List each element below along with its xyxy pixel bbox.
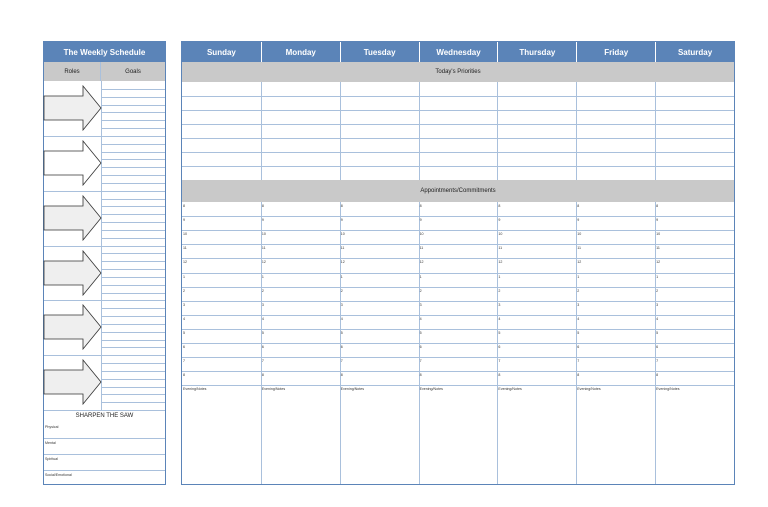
day-header-wednesday: Wednesday: [419, 42, 498, 62]
weekly-schedule-title: The Weekly Schedule: [44, 42, 165, 62]
appointment-slot[interactable]: [340, 230, 419, 244]
evening-notes-label: Evening/Notes: [340, 387, 365, 392]
appointment-slot[interactable]: [182, 371, 261, 385]
priority-cell[interactable]: [576, 96, 655, 110]
appointment-slot[interactable]: [261, 287, 340, 301]
appointment-slot[interactable]: [497, 371, 576, 385]
todays-priorities-band: Today's Priorities: [182, 62, 734, 82]
appointment-slot[interactable]: [655, 357, 734, 371]
priority-cell[interactable]: [261, 82, 340, 96]
appointment-slot[interactable]: [655, 371, 734, 385]
priority-cell[interactable]: [419, 96, 498, 110]
priority-cell[interactable]: [182, 96, 261, 110]
hour-label: 1: [419, 274, 422, 279]
hour-label: 3: [419, 302, 422, 307]
appointment-slot[interactable]: [655, 216, 734, 230]
hour-label: 12: [656, 260, 661, 265]
hour-label: 2: [419, 288, 422, 293]
sharpen-the-saw-list: [44, 423, 165, 485]
role-arrow-icon[interactable]: [43, 84, 103, 132]
sharpen-row-social-emotional[interactable]: Social/Emotional: [45, 473, 72, 477]
appointment-slot[interactable]: [497, 202, 576, 216]
appointment-slot[interactable]: [261, 273, 340, 287]
appointment-slot[interactable]: [419, 244, 498, 258]
appointment-slot[interactable]: [182, 273, 261, 287]
priority-cell[interactable]: [182, 124, 261, 138]
hour-label: 8: [183, 204, 185, 208]
hour-label: 4: [340, 316, 343, 321]
role-arrow-icon[interactable]: [43, 139, 103, 187]
priority-cell[interactable]: [655, 138, 734, 152]
appointment-slot[interactable]: [576, 202, 655, 216]
day-header-row: [182, 42, 734, 62]
priority-cell[interactable]: [655, 96, 734, 110]
hour-label: 8: [577, 373, 580, 378]
priority-cell[interactable]: [182, 82, 261, 96]
hour-label: 11: [577, 246, 582, 251]
hour-label: 8: [656, 204, 659, 208]
priority-cell[interactable]: [419, 124, 498, 138]
priority-cell[interactable]: [655, 110, 734, 124]
role-arrow-icon[interactable]: [43, 303, 103, 351]
hour-label: 1: [656, 274, 659, 279]
appointment-slot[interactable]: [655, 301, 734, 315]
evening-notes-cell[interactable]: [261, 385, 340, 484]
appointment-slot[interactable]: [419, 216, 501, 230]
hour-label: 5: [183, 330, 185, 335]
day-header-friday: Friday: [576, 42, 655, 62]
role-arrow-icon[interactable]: [43, 194, 103, 242]
hour-label: 9: [498, 218, 501, 223]
appointment-slot[interactable]: [497, 273, 576, 287]
evening-notes-label: Evening/Notes: [656, 387, 680, 392]
priority-cell[interactable]: [576, 82, 655, 96]
appointment-slot[interactable]: [655, 287, 734, 301]
priority-cell[interactable]: [419, 82, 498, 96]
appointment-slot[interactable]: [576, 329, 655, 343]
hour-label: 8: [340, 204, 343, 208]
appointment-slot[interactable]: [261, 343, 340, 357]
appointment-slot[interactable]: [576, 301, 655, 315]
goals-header: Goals: [101, 62, 165, 81]
hour-label: 10: [261, 232, 266, 237]
hour-label: 8: [261, 204, 264, 208]
appointment-slot[interactable]: [576, 258, 655, 272]
hour-label: 6: [498, 345, 501, 349]
appointment-slot[interactable]: [419, 357, 501, 371]
appointment-slot[interactable]: [340, 371, 419, 385]
appointment-slot[interactable]: [182, 216, 261, 230]
priority-cell[interactable]: [261, 124, 340, 138]
hour-label: 12: [261, 260, 266, 265]
appointment-slot[interactable]: [497, 230, 576, 244]
hour-label: 4: [183, 316, 185, 321]
appointment-slot[interactable]: [340, 258, 419, 272]
appointment-slot[interactable]: [419, 258, 498, 272]
appointment-slot[interactable]: [261, 202, 340, 216]
hour-label: 3: [183, 302, 185, 307]
hour-label: 2: [340, 288, 343, 293]
appointment-slot[interactable]: [497, 216, 576, 230]
appointment-slot[interactable]: [419, 315, 501, 329]
appointment-slot[interactable]: [261, 216, 340, 230]
hour-label: 6: [577, 345, 580, 349]
hour-label: 2: [656, 288, 659, 293]
appointment-slot[interactable]: [340, 357, 419, 371]
evening-notes-label: Evening/Notes: [183, 387, 207, 392]
priority-cell[interactable]: [261, 152, 340, 166]
hour-label: 9: [577, 218, 580, 223]
hour-label: 12: [498, 260, 503, 265]
appointment-slot[interactable]: [182, 343, 261, 357]
hour-label: 10: [656, 232, 661, 237]
appointment-slot[interactable]: [261, 315, 340, 329]
hour-label: 9: [183, 218, 185, 223]
priority-cell[interactable]: [182, 110, 261, 124]
priority-cell[interactable]: [261, 166, 340, 180]
appointment-slot[interactable]: [576, 230, 655, 244]
evening-notes-cell[interactable]: [576, 385, 655, 484]
appointment-slot[interactable]: [419, 287, 501, 301]
day-header-tuesday: Tuesday: [340, 42, 419, 62]
hour-label: 5: [340, 330, 343, 335]
hour-label: 4: [656, 316, 659, 321]
hour-label: 2: [183, 288, 185, 293]
sharpen-row-spiritual[interactable]: Spiritual: [44, 455, 165, 471]
priority-cell[interactable]: [419, 110, 498, 124]
evening-notes-cell[interactable]: [182, 385, 261, 484]
hour-label: 11: [183, 246, 187, 251]
appointment-slot[interactable]: [419, 273, 501, 287]
appointment-slot[interactable]: [261, 244, 340, 258]
appointment-slot[interactable]: [182, 287, 261, 301]
appointment-slot[interactable]: [182, 329, 261, 343]
hour-label: 7: [498, 359, 501, 364]
hour-label: 7: [656, 359, 659, 364]
evening-notes-label: Evening/Notes: [577, 387, 601, 392]
hour-label: 4: [498, 316, 501, 321]
appointment-slot[interactable]: [576, 273, 655, 287]
evening-notes-cell[interactable]: [340, 385, 419, 484]
hour-label: 1: [498, 274, 501, 279]
hour-label: 10: [577, 232, 582, 237]
hour-label: 1: [340, 274, 343, 279]
priority-cell[interactable]: [497, 166, 576, 180]
week-calendar: [181, 41, 735, 485]
appointment-slot[interactable]: [576, 371, 655, 385]
appointment-slot[interactable]: [340, 343, 419, 357]
priority-cell[interactable]: [419, 138, 498, 152]
day-header-monday: Monday: [261, 42, 340, 62]
appointment-slot[interactable]: [576, 343, 655, 357]
hour-label: 8: [419, 204, 422, 208]
day-header-saturday: Saturday: [655, 42, 734, 62]
hour-label: 10: [419, 232, 424, 237]
hour-label: 11: [656, 246, 660, 251]
appointment-slot[interactable]: [497, 329, 576, 343]
appointment-slot[interactable]: [655, 329, 734, 343]
hour-label: 9: [419, 218, 422, 223]
appointment-slot[interactable]: [655, 202, 734, 216]
role-arrow-icon[interactable]: [43, 249, 103, 297]
sharpen-the-saw-title: SHARPEN THE SAW: [75, 413, 134, 419]
appointment-slot[interactable]: [576, 315, 655, 329]
priority-cell[interactable]: [340, 166, 419, 180]
hour-label: 11: [419, 246, 424, 251]
priority-cell[interactable]: [576, 152, 655, 166]
appointment-slot[interactable]: [497, 343, 576, 357]
appointment-slot[interactable]: [419, 202, 501, 216]
hour-label: 7: [577, 359, 580, 364]
hour-label: 8: [183, 373, 185, 378]
appointment-slot[interactable]: [419, 371, 501, 385]
evening-notes-label: Evening/Notes: [261, 387, 286, 392]
appointment-slot[interactable]: [340, 216, 419, 230]
priority-cell[interactable]: [340, 82, 419, 96]
priority-cell[interactable]: [340, 110, 419, 124]
priority-cell[interactable]: [576, 138, 655, 152]
hour-label: 4: [419, 316, 422, 321]
hour-label: 7: [261, 359, 264, 364]
hour-label: 8: [419, 373, 422, 378]
evening-notes-label: Evening/Notes: [419, 387, 443, 392]
priority-cell[interactable]: [497, 96, 576, 110]
appointment-slot[interactable]: [576, 216, 655, 230]
hour-label: 12: [340, 260, 345, 265]
priority-cell[interactable]: [261, 96, 340, 110]
hour-label: 8: [261, 373, 264, 378]
appointment-slot[interactable]: [261, 258, 340, 272]
hour-label: 5: [656, 330, 659, 335]
appointment-slot[interactable]: [655, 258, 734, 272]
appointment-slot[interactable]: [576, 287, 655, 301]
hour-label: 12: [419, 260, 424, 265]
hour-label: 10: [183, 232, 187, 237]
hour-label: 10: [498, 232, 503, 237]
priority-cell[interactable]: [261, 110, 340, 124]
priority-cell[interactable]: [182, 166, 261, 180]
hour-label: 11: [340, 246, 345, 251]
hour-label: 1: [261, 274, 264, 279]
appointment-slot[interactable]: [497, 244, 576, 258]
priority-cell[interactable]: [340, 152, 419, 166]
hour-label: 9: [261, 218, 264, 223]
evening-notes-cell[interactable]: [419, 385, 498, 484]
priority-cell[interactable]: [576, 124, 655, 138]
appointment-slot[interactable]: [261, 301, 340, 315]
hour-label: 4: [261, 316, 264, 321]
hour-label: 8: [577, 204, 580, 208]
priority-cell[interactable]: [261, 138, 340, 152]
appointment-slot[interactable]: [497, 301, 576, 315]
hour-label: 8: [498, 373, 501, 378]
priority-cell[interactable]: [419, 152, 498, 166]
hour-label: 5: [419, 330, 422, 335]
priority-cell[interactable]: [182, 138, 261, 152]
hour-label: 5: [577, 330, 580, 335]
day-header-thursday: Thursday: [497, 42, 576, 62]
hour-label: 3: [577, 302, 580, 307]
appointment-slot[interactable]: [182, 258, 261, 272]
hour-label: 10: [340, 232, 345, 237]
appointments-band: Appointments/Commitments: [182, 180, 734, 202]
appointment-slot[interactable]: [497, 258, 576, 272]
appointment-slot[interactable]: [261, 357, 340, 371]
hour-label: 11: [498, 246, 503, 251]
appointment-slot[interactable]: [655, 230, 734, 244]
hour-label: 7: [183, 359, 185, 364]
priority-cell[interactable]: [576, 110, 655, 124]
priority-cell[interactable]: [419, 166, 498, 180]
appointment-slot[interactable]: [497, 315, 576, 329]
role-arrow-icon[interactable]: [43, 358, 103, 406]
appointment-slot[interactable]: [419, 343, 501, 357]
appointment-slot[interactable]: [340, 301, 419, 315]
appointment-slot[interactable]: [340, 287, 419, 301]
hour-label: 4: [577, 316, 580, 321]
hour-label: 2: [577, 288, 580, 293]
hour-label: 11: [261, 246, 266, 251]
appointment-slot[interactable]: [182, 202, 261, 216]
hour-label: 6: [656, 345, 659, 349]
hour-label: 9: [656, 218, 659, 223]
hour-label: 3: [498, 302, 501, 307]
priority-cell[interactable]: [497, 138, 576, 152]
appointment-slot[interactable]: [497, 357, 576, 371]
appointment-slot[interactable]: [340, 273, 419, 287]
appointment-slot[interactable]: [419, 230, 498, 244]
priority-cell[interactable]: [655, 166, 734, 180]
hour-label: 12: [183, 260, 187, 265]
hour-label: 8: [340, 373, 343, 378]
appointment-slot[interactable]: [655, 343, 734, 357]
hour-label: 8: [498, 204, 501, 208]
hour-label: 7: [340, 359, 343, 364]
appointment-slot[interactable]: [419, 329, 501, 343]
priority-cell[interactable]: [497, 152, 576, 166]
appointment-slot[interactable]: [576, 357, 655, 371]
hour-label: 9: [340, 218, 343, 223]
appointment-slot[interactable]: [655, 244, 734, 258]
sharpen-row-physical[interactable]: Physical: [44, 423, 165, 439]
appointment-slot[interactable]: [340, 202, 419, 216]
hour-label: 3: [340, 302, 343, 307]
appointment-slot[interactable]: [340, 315, 419, 329]
priority-cell[interactable]: [497, 110, 576, 124]
appointment-slot[interactable]: [261, 329, 340, 343]
appointment-slot[interactable]: [655, 273, 734, 287]
appointment-slot[interactable]: [182, 244, 261, 258]
appointment-slot[interactable]: [182, 301, 261, 315]
hour-label: 6: [340, 345, 343, 349]
evening-notes-cell[interactable]: [497, 385, 576, 484]
day-header-sunday: Sunday: [182, 42, 261, 62]
appointment-slot[interactable]: [576, 244, 655, 258]
evening-notes-cell[interactable]: [655, 385, 734, 484]
priority-cell[interactable]: [655, 152, 734, 166]
priority-cell[interactable]: [655, 124, 734, 138]
priority-cell[interactable]: [576, 166, 655, 180]
priority-cell[interactable]: [340, 96, 419, 110]
priority-cell[interactable]: [497, 124, 576, 138]
weekly-schedule-panel: [43, 41, 166, 485]
hour-label: 1: [183, 274, 185, 279]
hour-label: 6: [183, 345, 185, 349]
priority-cell[interactable]: [497, 82, 576, 96]
roles-header: Roles: [44, 62, 101, 81]
hour-label: 12: [577, 260, 582, 265]
hour-label: 6: [419, 345, 422, 349]
hour-label: 3: [656, 302, 659, 307]
hour-label: 2: [261, 288, 264, 293]
hour-label: 7: [419, 359, 422, 364]
priority-cell[interactable]: [182, 152, 261, 166]
priority-cell[interactable]: [340, 138, 419, 152]
hour-label: 5: [261, 330, 264, 335]
appointment-slot[interactable]: [261, 371, 340, 385]
hour-label: 8: [656, 373, 659, 378]
sharpen-row-mental[interactable]: Mental: [44, 439, 165, 455]
appointment-slot[interactable]: [497, 287, 576, 301]
priority-cell[interactable]: [655, 82, 734, 96]
hour-label: 1: [577, 274, 580, 279]
evening-notes-label: Evening/Notes: [498, 387, 522, 392]
priority-cell[interactable]: [340, 124, 419, 138]
appointment-slot[interactable]: [182, 357, 261, 371]
appointment-slot[interactable]: [419, 301, 501, 315]
appointment-slot[interactable]: [340, 244, 419, 258]
hour-label: 5: [498, 330, 501, 335]
appointment-slot[interactable]: [182, 315, 261, 329]
hour-label: 3: [261, 302, 264, 307]
hour-label: 2: [498, 288, 501, 293]
appointment-slot[interactable]: [340, 329, 419, 343]
appointment-slot[interactable]: [182, 230, 261, 244]
appointment-slot[interactable]: [655, 315, 734, 329]
appointment-slot[interactable]: [261, 230, 340, 244]
hour-label: 6: [261, 345, 264, 349]
